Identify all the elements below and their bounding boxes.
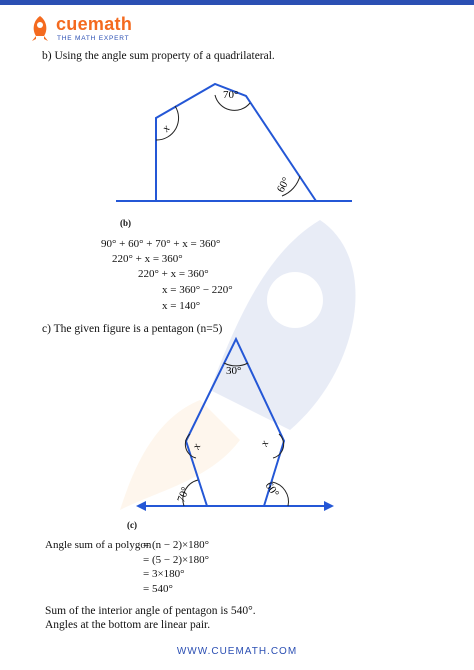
- sum-step-3: = 3×180°: [143, 568, 185, 580]
- right-arrow-icon: [324, 501, 334, 511]
- angle-label-70: 70°: [223, 89, 239, 101]
- step-b-3: 220° + x = 360°: [138, 268, 209, 280]
- step-b-4: x = 360° − 220°: [162, 284, 233, 296]
- angle-label-70-c: 70°: [175, 485, 192, 505]
- sum-step-1: = (n − 2)×180°: [143, 539, 210, 551]
- angle-label-x-b: x: [160, 122, 173, 135]
- footer-url[interactable]: WWW.CUEMATH.COM: [176, 646, 298, 657]
- caption-c: (c): [127, 520, 137, 530]
- angle-label-x-left: x: [190, 441, 204, 452]
- part-b-heading: b) Using the angle sum property of a quadrilateral.: [42, 50, 275, 62]
- part-c-heading: c) The given figure is a pentagon (n=5): [42, 323, 223, 335]
- step-b-5: x = 140°: [162, 300, 201, 312]
- angle-label-30: 30°: [226, 365, 242, 377]
- brand-tagline: THE MATH EXPERT: [57, 35, 130, 42]
- angle-label-60-b: 60°: [274, 175, 293, 195]
- caption-b: (b): [120, 218, 131, 228]
- conclusion-line-2: Angles at the bottom are linear pair.: [45, 619, 211, 631]
- brand-name: cuemath: [56, 14, 133, 34]
- angle-label-60-c: 60°: [262, 480, 282, 500]
- left-arrow-icon: [136, 501, 146, 511]
- sum-step-4: = 540°: [143, 583, 173, 595]
- angle-sum-label: Angle sum of a polygon: [45, 539, 152, 551]
- angle-label-x-right: x: [258, 438, 272, 449]
- step-b-2: 220° + x = 360°: [112, 253, 183, 265]
- conclusion-line-1: Sum of the interior angle of pentagon is 540°.: [45, 605, 256, 617]
- step-b-1: 90° + 60° + 70° + x = 360°: [101, 238, 221, 250]
- sum-step-2: = (5 − 2)×180°: [143, 554, 210, 566]
